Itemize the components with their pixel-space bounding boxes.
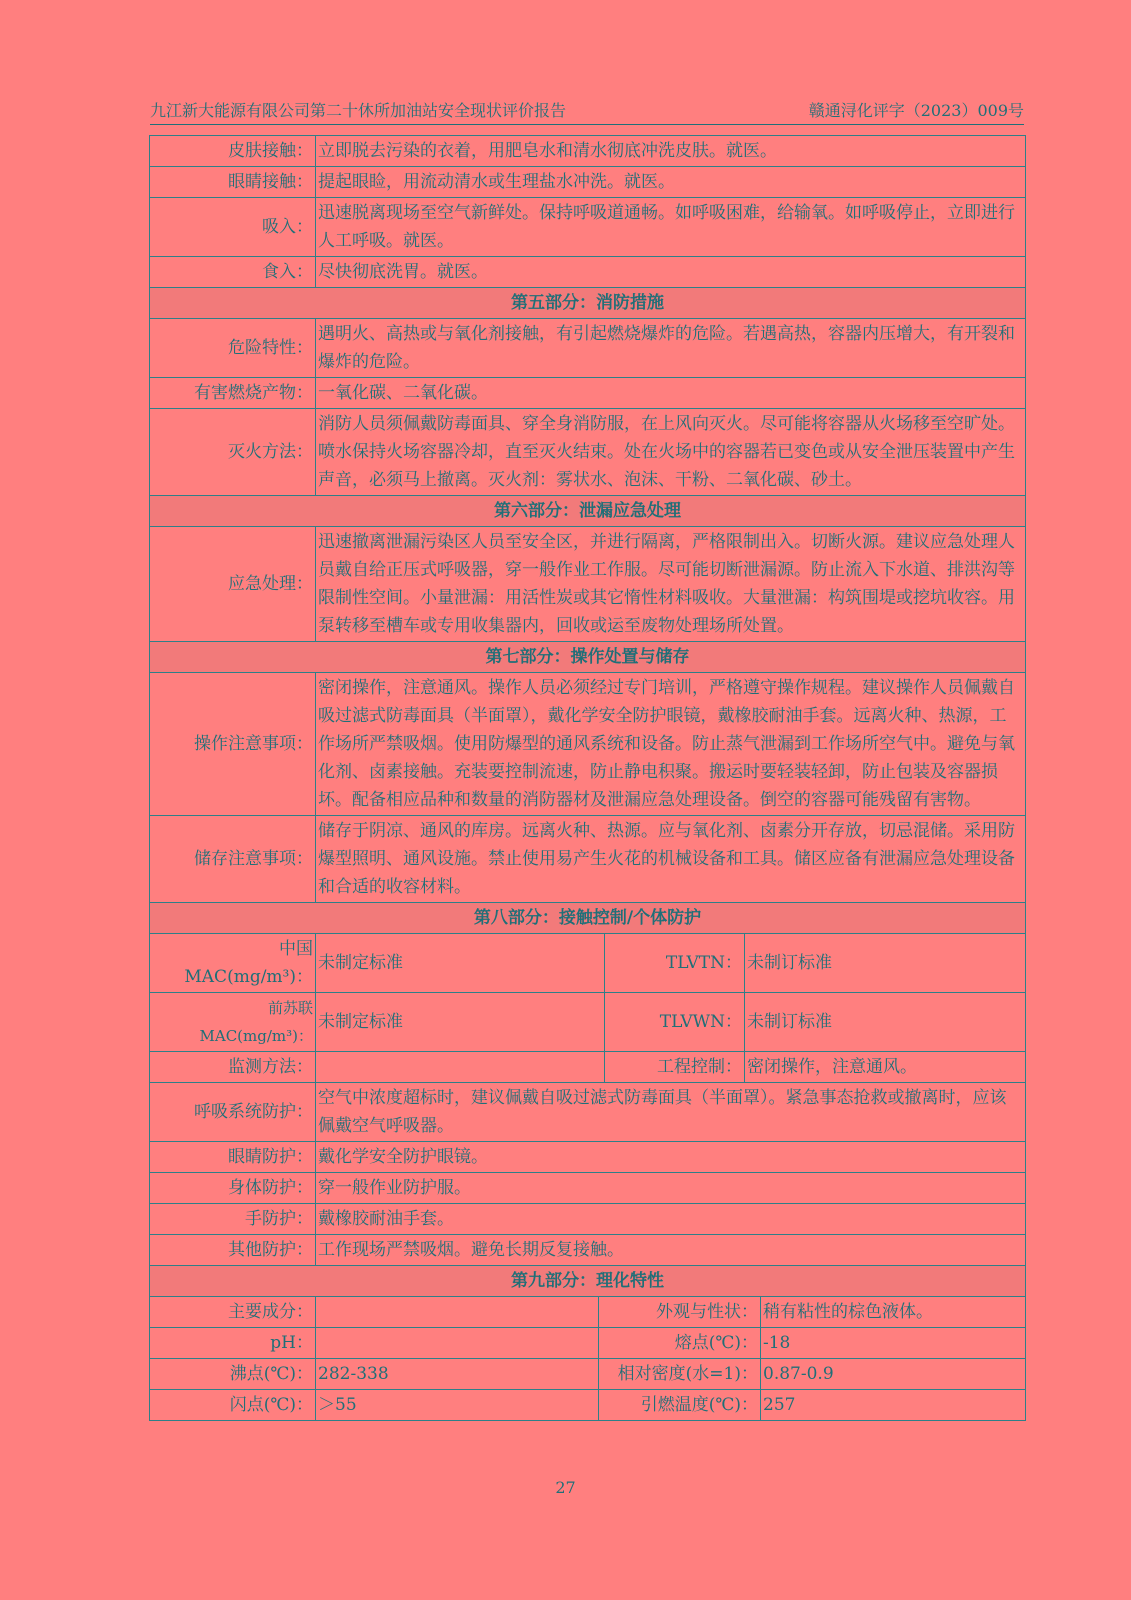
composition-value <box>316 1297 599 1328</box>
melting-point-value: -18 <box>761 1328 1026 1359</box>
hand-protection-value: 戴橡胶耐油手套。 <box>316 1204 1026 1235</box>
ingestion-value: 尽快彻底洗胃。就医。 <box>316 257 1026 288</box>
inhalation-value: 迅速脱离现场至空气新鲜处。保持呼吸道通畅。如呼吸困难，给输氧。如呼吸停止，立即进行人工呼吸。就医。 <box>316 198 1026 257</box>
composition-label: 主要成分： <box>150 1297 316 1328</box>
tlvwn-value: 未制订标准 <box>745 993 1026 1052</box>
hazard-label: 危险特性： <box>150 319 316 378</box>
su-mac-value: 未制定标准 <box>316 993 605 1052</box>
section-title-exposure: 第八部分：接触控制/个体防护 <box>150 903 1026 934</box>
operation-notes-label: 操作注意事项： <box>150 673 316 816</box>
report-title: 九江新大能源有限公司第二十休所加油站安全现状评价报告 <box>150 101 567 120</box>
tlvtn-label: TLVTN： <box>605 934 745 993</box>
extinguish-method-label: 灭火方法： <box>150 409 316 496</box>
engineering-control-label: 工程控制： <box>605 1052 745 1083</box>
storage-notes-value: 储存于阴凉、通风的库房。远离火种、热源。应与氧化剂、卤素分开存放，切忌混储。采用防爆型照明、通风设施。禁止使用易产生火花的机械设备和工具。储区应备有泄漏应急处理设备和合适的收容材料。 <box>316 816 1026 903</box>
cn-mac-value: 未制定标准 <box>316 934 605 993</box>
melting-point-label: 熔点(℃)： <box>599 1328 761 1359</box>
eye-protection-value: 戴化学安全防护眼镜。 <box>316 1142 1026 1173</box>
section-title-leak: 第六部分：泄漏应急处理 <box>150 496 1026 527</box>
hazard-value: 遇明火、高热或与氧化剂接触，有引起燃烧爆炸的危险。若遇高热，容器内压增大，有开裂和爆炸的危险。 <box>316 319 1026 378</box>
body-protection-value: 穿一般作业防护服。 <box>316 1173 1026 1204</box>
section-title-fire: 第五部分：消防措施 <box>150 288 1026 319</box>
emergency-label: 应急处理： <box>150 527 316 642</box>
su-mac-label: 前苏联 MAC(mg/m³)： <box>150 993 316 1052</box>
engineering-control-value: 密闭操作，注意通风。 <box>745 1052 1026 1083</box>
document-number: 赣通浔化评字（2023）009号 <box>808 101 1024 120</box>
inhalation-label: 吸入： <box>150 198 316 257</box>
section-title-handling: 第七部分：操作处置与储存 <box>150 642 1026 673</box>
respiratory-label: 呼吸系统防护： <box>150 1083 316 1142</box>
tlvwn-label: TLVWN： <box>605 993 745 1052</box>
combustion-products-value: 一氧化碳、二氧化碳。 <box>316 378 1026 409</box>
ignition-temp-value: 257 <box>761 1390 1026 1421</box>
operation-notes-value: 密闭操作，注意通风。操作人员必须经过专门培训，严格遵守操作规程。建议操作人员佩戴自吸过滤式防毒面具（半面罩），戴化学安全防护眼镜，戴橡胶耐油手套。远离火种、热源，工作场所严禁吸烟。使用防爆型的通风系统和设备。防止蒸气泄漏到工作场所空气中。避免与氧化剂、卤素接触。充装要控制流速，防止静电积聚。搬运时要轻装轻卸，防止包装及容器损坏。配备相应品种和数量的消防器材及泄漏应急处理设备。倒空的容器可能残留有害物。 <box>316 673 1026 816</box>
eye-protection-label: 眼睛防护： <box>150 1142 316 1173</box>
boiling-point-label: 沸点(℃)： <box>150 1359 316 1390</box>
ingestion-label: 食入： <box>150 257 316 288</box>
monitor-method-label: 监测方法： <box>150 1052 316 1083</box>
monitor-method-value <box>316 1052 605 1083</box>
boiling-point-value: 282-338 <box>316 1359 599 1390</box>
other-protection-label: 其他防护： <box>150 1235 316 1266</box>
appearance-label: 外观与性状： <box>599 1297 761 1328</box>
flash-point-value: ＞55 <box>316 1390 599 1421</box>
eye-contact-value: 提起眼睑，用流动清水或生理盐水冲洗。就医。 <box>316 167 1026 198</box>
relative-density-value: 0.87-0.9 <box>761 1359 1026 1390</box>
tlvtn-value: 未制订标准 <box>745 934 1026 993</box>
ph-label: pH： <box>150 1328 316 1359</box>
extinguish-method-value: 消防人员须佩戴防毒面具、穿全身消防服，在上风向灭火。尽可能将容器从火场移至空旷处。喷水保持火场容器冷却，直至灭火结束。处在火场中的容器若已变色或从安全泄压装置中产生声音，必须马上撤离。灭火剂：雾状水、泡沫、干粉、二氧化碳、砂土。 <box>316 409 1026 496</box>
skin-contact-label: 皮肤接触： <box>150 136 316 167</box>
ignition-temp-label: 引燃温度(℃)： <box>599 1390 761 1421</box>
cn-mac-label: 中国 MAC(mg/m³)： <box>150 934 316 993</box>
section-title-physchem: 第九部分：理化特性 <box>150 1266 1026 1297</box>
appearance-value: 稍有粘性的棕色液体。 <box>761 1297 1026 1328</box>
relative-density-label: 相对密度(水=1)： <box>599 1359 761 1390</box>
page-number: 27 <box>555 1478 576 1497</box>
flash-point-label: 闪点(℃)： <box>150 1390 316 1421</box>
body-protection-label: 身体防护： <box>150 1173 316 1204</box>
storage-notes-label: 储存注意事项： <box>150 816 316 903</box>
respiratory-value: 空气中浓度超标时，建议佩戴自吸过滤式防毒面具（半面罩）。紧急事态抢救或撤离时，应该佩戴空气呼吸器。 <box>316 1083 1026 1142</box>
skin-contact-value: 立即脱去污染的衣着，用肥皂水和清水彻底冲洗皮肤。就医。 <box>316 136 1026 167</box>
eye-contact-label: 眼睛接触： <box>150 167 316 198</box>
page-header <box>150 98 1024 125</box>
combustion-products-label: 有害燃烧产物： <box>150 378 316 409</box>
other-protection-value: 工作现场严禁吸烟。避免长期反复接触。 <box>316 1235 1026 1266</box>
emergency-value: 迅速撤离泄漏污染区人员至安全区，并进行隔离，严格限制出入。切断火源。建议应急处理人员戴自给正压式呼吸器，穿一般作业工作服。尽可能切断泄漏源。防止流入下水道、排洪沟等限制性空间。小量泄漏：用活性炭或其它惰性材料吸收。大量泄漏：构筑围堤或挖坑收容。用泵转移至槽车或专用收集器内，回收或运至废物处理场所处置。 <box>316 527 1026 642</box>
ph-value <box>316 1328 599 1359</box>
msds-table <box>149 135 1026 1421</box>
hand-protection-label: 手防护： <box>150 1204 316 1235</box>
